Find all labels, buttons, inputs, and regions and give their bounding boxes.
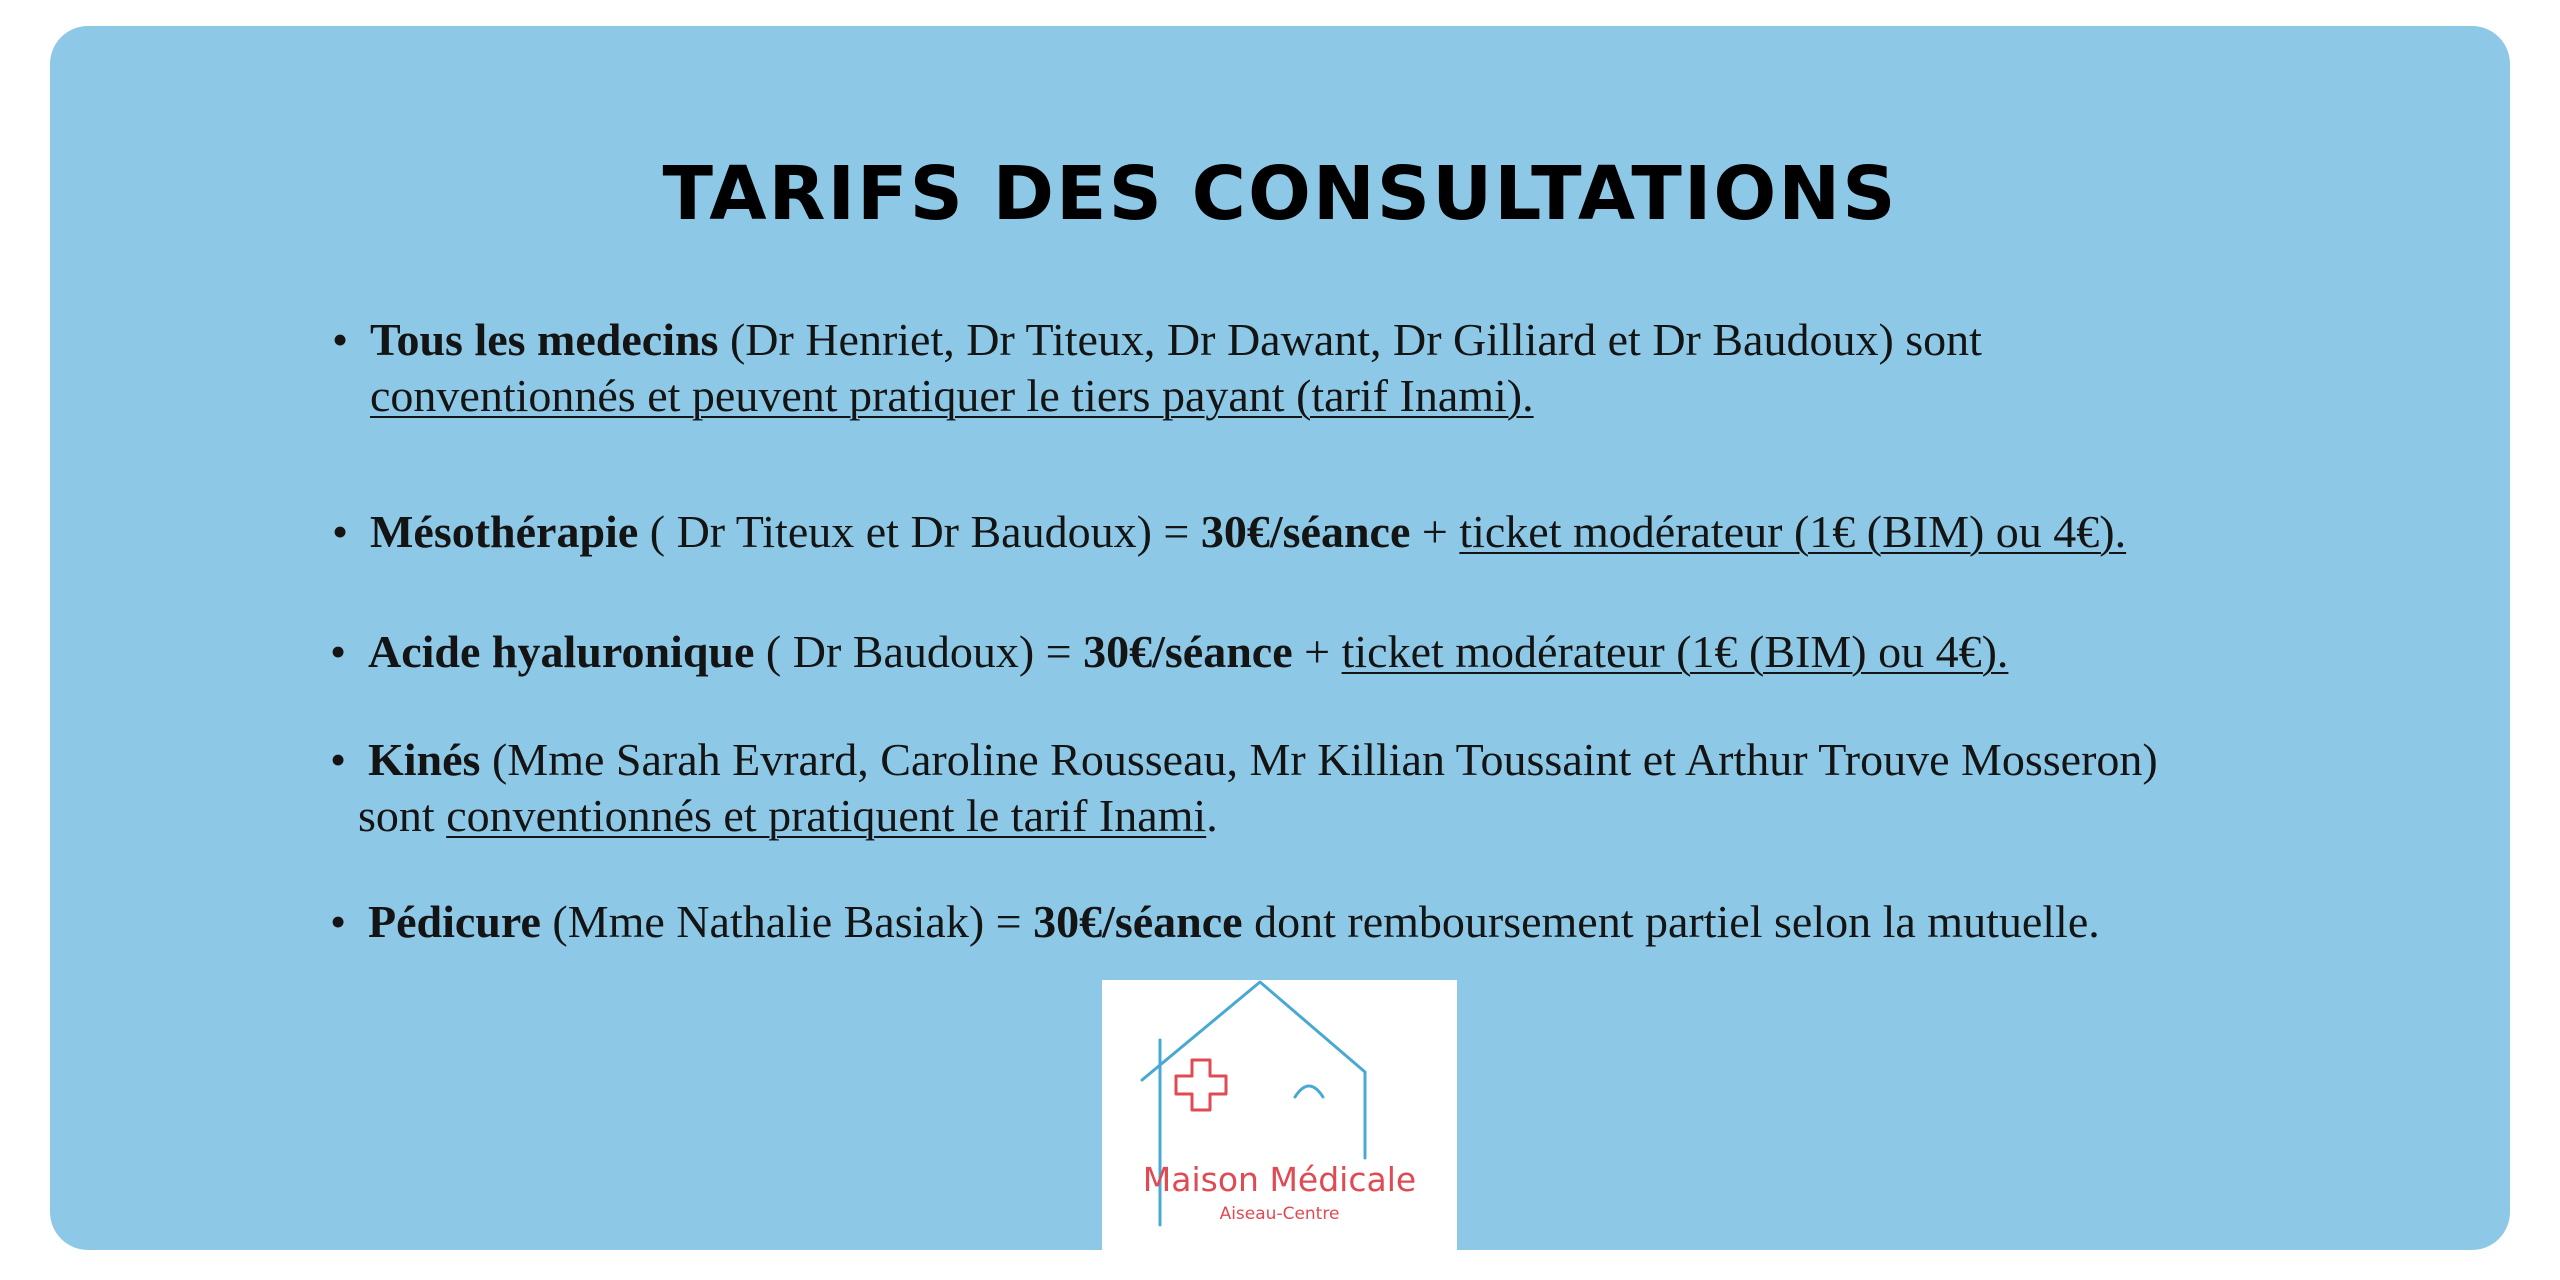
item-underline: ticket modérateur (1€ (BIM) ou 4€). (1341, 626, 2009, 677)
bullet: • (330, 896, 347, 947)
bullet: • (332, 314, 349, 365)
list-item-medecins (332, 312, 1982, 424)
list-item-pedicure (330, 894, 2100, 950)
bullet: • (332, 506, 349, 557)
item-text: (Dr Henriet, Dr Titeux, Dr Dawant, Dr Gilliard et Dr Baudoux) sont (718, 314, 1982, 365)
list-item-kines (330, 732, 2158, 844)
bullet: • (330, 626, 347, 677)
item-text: sont (358, 790, 447, 841)
list-item-acide-hyaluronique (330, 624, 2008, 680)
item-label: Mésothérapie (370, 506, 639, 557)
item-text: (Mme Sarah Evrard, Caroline Rousseau, Mr Killian Toussaint et Arthur Trouve Mosseron) (480, 734, 2158, 785)
item-text: dont remboursement partiel selon la mutuelle. (1242, 896, 2100, 947)
item-label: Kinés (368, 734, 481, 785)
item-underline: ticket modérateur (1€ (BIM) ou 4€). (1459, 506, 2127, 557)
item-underline: conventionnés et pratiquent le tarif Inami (446, 790, 1207, 841)
item-text: + (1410, 506, 1460, 557)
item-price: 30€/séance (1200, 506, 1411, 557)
smile-arc-icon (1295, 1086, 1323, 1097)
item-text: ( Dr Baudoux) = (754, 626, 1084, 677)
item-text: . (1206, 790, 1218, 841)
item-label: Pédicure (368, 896, 541, 947)
bullet: • (330, 734, 347, 785)
logo-name: Maison Médicale (1142, 1160, 1417, 1199)
item-text: (Mme Nathalie Basiak) = (540, 896, 1034, 947)
page-title: TARIFS DES CONSULTATIONS (662, 151, 1898, 237)
item-price: 30€/séance (1083, 626, 1293, 677)
logo-subtitle: Aiseau-Centre (1219, 1204, 1340, 1224)
item-label: Tous les medecins (370, 314, 719, 365)
item-price: 30€/séance (1033, 896, 1243, 947)
item-underline: conventionnés et peuvent pratiquer le tiers payant (tarif Inami). (370, 370, 1534, 421)
list-item-mesotherapie (332, 504, 2126, 560)
item-text: + (1292, 626, 1342, 677)
maison-medicale-logo (1102, 980, 1457, 1250)
item-text: ( Dr Titeux et Dr Baudoux) = (638, 506, 1201, 557)
medical-cross-icon (1176, 1060, 1226, 1110)
item-label: Acide hyaluronique (368, 626, 755, 677)
